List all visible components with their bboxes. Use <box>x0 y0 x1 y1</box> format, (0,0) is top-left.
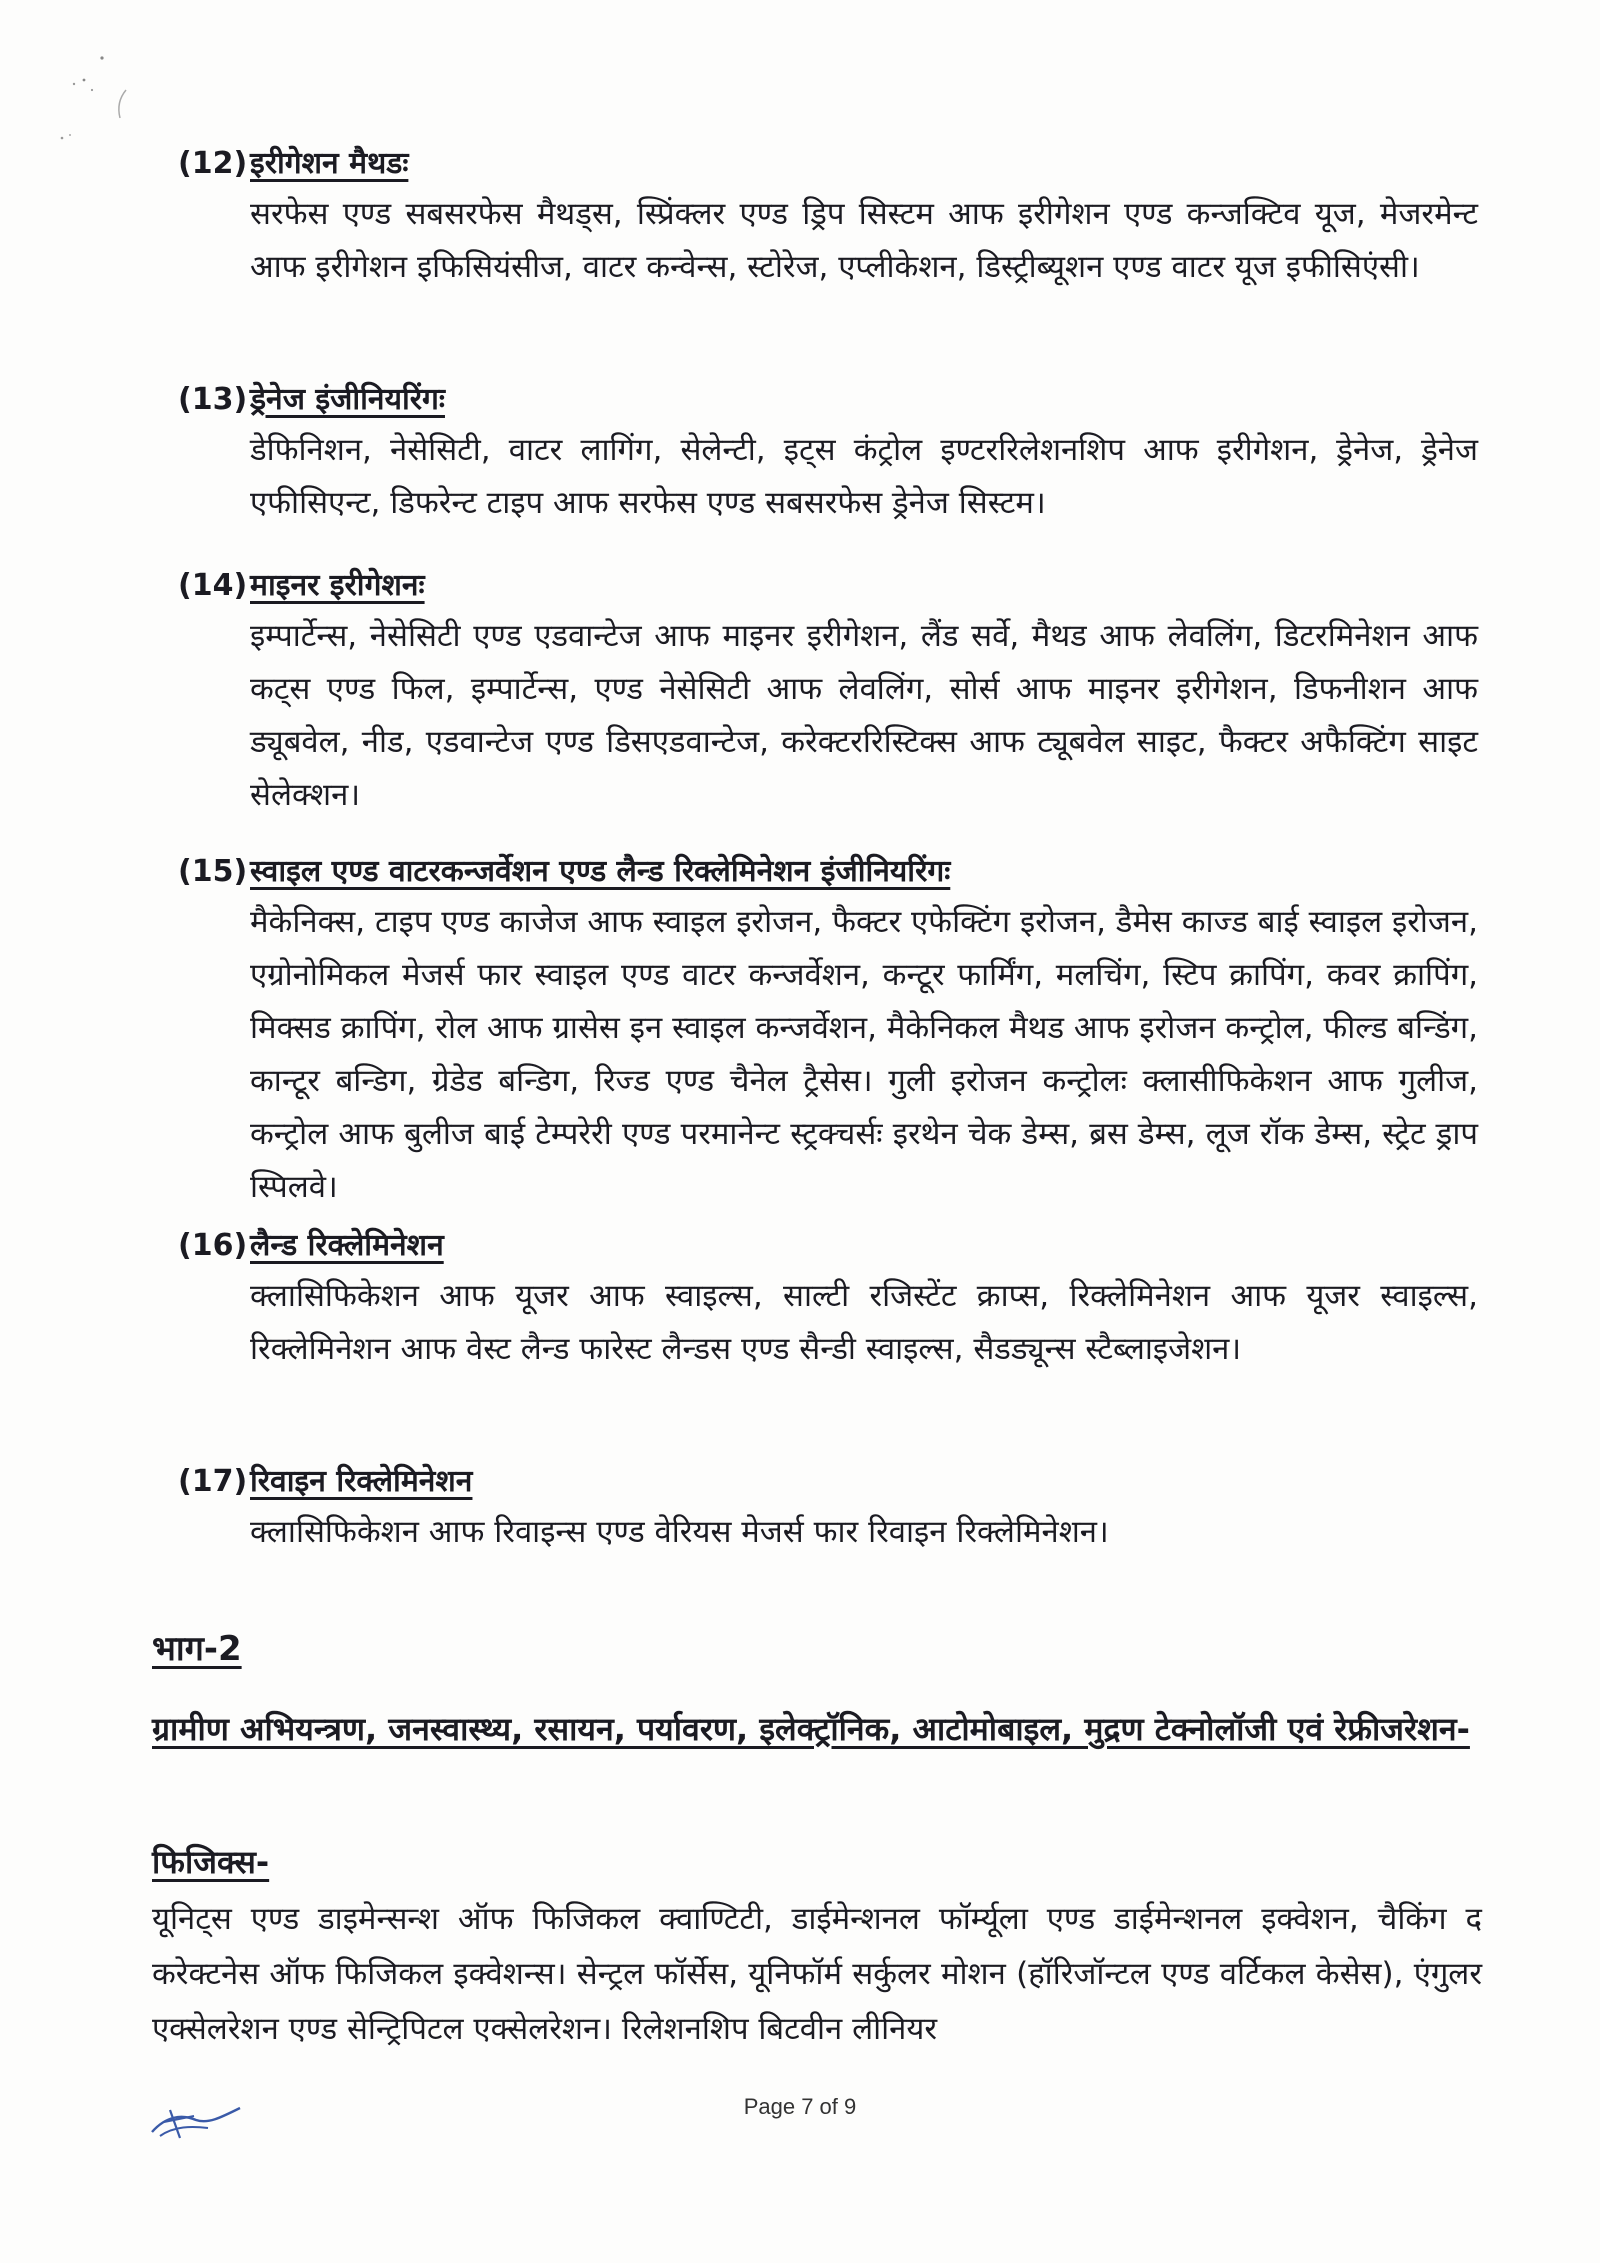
section-heading <box>178 1224 1478 1268</box>
section-14 <box>178 564 1478 822</box>
section-title: रिवाइन रिक्लेमिनेशन <box>250 1464 473 1499</box>
section-title: माइनर इरीगेशनः <box>250 568 425 603</box>
part-label: भाग-2 <box>152 1629 242 1669</box>
section-title: स्वाइल एण्ड वाटरकन्जर्वेशन एण्ड लैन्ड रिक्लेमिनेशन इंजीनियरिंगः <box>250 854 951 889</box>
section-heading <box>178 142 1478 186</box>
section-number: (15) <box>178 854 248 889</box>
section-title: ड्रेनेज इंजीनियरिंगः <box>250 382 445 417</box>
section-body: डेफिनिशन, नेसेसिटी, वाटर लागिंग, सेलेन्टी, इट्स कंट्रोल इण्टररिलेशनशिप आफ इरीगेशन, ड्रेनेज, ड्रेनेज एफीसिएन्ट, डिफरेन्ट टाइप आफ सरफेस एण्ड सबसरफेस ड्रेनेज सिस्टम। <box>250 432 1478 521</box>
section-17 <box>178 1460 1478 1559</box>
section-16 <box>178 1224 1478 1376</box>
section-12 <box>178 142 1478 294</box>
section-heading <box>178 378 1478 422</box>
scan-speck-marks <box>40 40 150 150</box>
physics-body: यूनिट्स एण्ड डाइमेन्सन्श ऑफ फिजिकल क्वाण्टिटी, डाईमेन्शनल फॉर्म्यूला एण्ड डाईमेन्शनल इक्वेशन, चैकिंग द करेक्टनेस ऑफ फिजिकल इक्वेशन्स। सेन्ट्रल फॉर्सेस, यूनिफॉर्म सर्कुलर मोशन (हॉरिजॉन्टल एण्ड वर्टिकल केसेस), एंगुलर एक्सेलरेशन एण्ड सेन्ट्रिपिटल एक्सेलरेशन। रिलेशनशिप बिटवीन लीनियर <box>152 1901 1482 2047</box>
section-body: सरफेस एण्ड सबसरफेस मैथड्स, स्प्रिंक्लर एण्ड ड्रिप सिस्टम आफ इरीगेशन एण्ड कन्जक्टिव यूज, मेजरमेन्ट आफ इरीगेशन इफिसियंसीज, वाटर कन्वेन्स, स्टोरेज, एप्लीकेशन, डिस्ट्रीब्यूशन एण्ड वाटर यूज इफीसिएंसी। <box>250 196 1478 285</box>
part-heading: ग्रामीण अभियन्त्रण, जनस्वास्थ्य, रसायन, पर्यावरण, इलेक्ट्रॉनिक, आटोमोबाइल, मुद्रण टेक्नोलॉजी एवं रेफ्रीजरेशन- <box>152 1710 1470 1748</box>
section-body: मैकेनिक्स, टाइप एण्ड काजेज आफ स्वाइल इरोजन, फैक्टर एफेक्टिंग इरोजन, डैमेस काज्ड बाई स्वाइल इरोजन, एग्रोनोमिकल मेजर्स फार स्वाइल एण्ड वाटर कन्जर्वेशन, कन्टूर फार्मिंग, मलचिंग, स्टिप क्रापिंग, कवर क्रापिंग, मिक्सड क्रापिंग, रोल आफ ग्रासेस इन स्वाइल कन्जर्वेशन, मैकेनिकल मैथड आफ इरोजन कन्ट्रोल, फील्ड बन्डिंग, कान्टूर बन्डिग, ग्रेडेड बन्डिग, रिज्ड एण्ड चैनेल ट्रैसेस। गुली इरोजन कन्ट्रोलः क्लासीफिकेशन आफ गुलीज, कन्ट्रोल आफ बुलीज बाई टेम्परेरी एण्ड परमानेन्ट स्ट्रक्चर्सः इरथेन चेक डेम्स, ब्रस डेम्स, लूज रॉक डेम्स, स्ट्रेट ड्राप स्पिलवे। <box>250 904 1478 1205</box>
section-13 <box>178 378 1478 530</box>
section-heading <box>178 1460 1478 1504</box>
physics-label: फिजिक्स- <box>152 1843 270 1881</box>
section-body: क्लासिफिकेशन आफ यूजर आफ स्वाइल्स, साल्टी रजिस्टेंट क्राप्स, रिक्लेमिनेशन आफ यूजर स्वाइल्स, रिक्लेमिनेशन आफ वेस्ट लैन्ड फारेस्ट लैन्डस एण्ड सैन्डी स्वाइल्स, सैडड्यून्स स्टैब्लाइजेशन। <box>250 1278 1478 1367</box>
section-number: (14) <box>178 568 248 603</box>
section-number: (13) <box>178 382 248 417</box>
section-number: (17) <box>178 1464 248 1499</box>
page-number: Page 7 of 9 <box>743 2094 857 2119</box>
section-15 <box>178 850 1478 1214</box>
section-heading <box>178 564 1478 608</box>
section-title: इरीगेशन मैथडः <box>250 146 409 181</box>
section-body: इम्पार्टेन्स, नेसेसिटी एण्ड एडवान्टेज आफ माइनर इरीगेशन, लैंड सर्वे, मैथड आफ लेवलिंग, डिटरमिनेशन आफ कट्स एण्ड फिल, इम्पार्टेन्स, एण्ड नेसेसिटी आफ लेवलिंग, सोर्स आफ माइनर इरीगेशन, डिफनीशन आफ ड्यूबवेल, नीड, एडवान्टेज एण्ड डिसएडवान्टेज, करेक्टररिस्टिक्स आफ ट्यूबवेल साइट, फैक्टर अफैक्टिंग साइट सेलेक्शन। <box>250 618 1478 813</box>
section-number: (16) <box>178 1228 248 1263</box>
section-heading <box>178 850 1478 894</box>
section-title: लैन्ड रिक्लेमिनेशन <box>250 1228 444 1263</box>
section-body: क्लासिफिकेशन आफ रिवाइन्स एण्ड वेरियस मेजर्स फार रिवाइन रिक्लेमिनेशन। <box>250 1514 1109 1550</box>
section-number: (12) <box>178 146 248 181</box>
